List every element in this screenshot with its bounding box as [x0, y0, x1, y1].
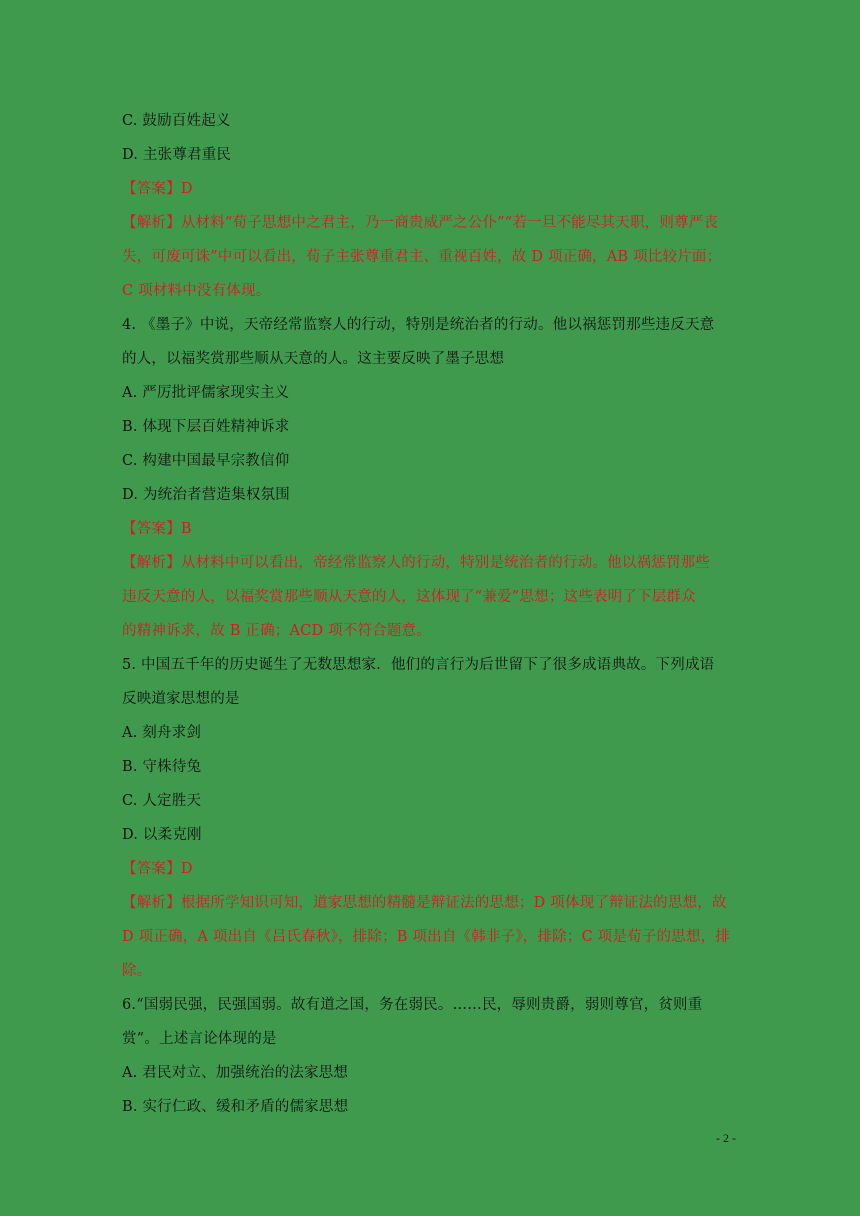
q5-option-a: A. 刻舟求剑	[122, 725, 202, 741]
analysis-text: 从材料“荀子思想中之君主，乃一商贵威严之公仆”“若一旦不能尽其天职，则尊严丧	[180, 215, 719, 231]
answer-value: D	[180, 181, 193, 197]
answer-value: B	[180, 521, 192, 537]
q5-option-b: B. 守株待兔	[122, 759, 202, 775]
q5-analysis-line-2: D 项正确，A 项出自《吕氏春秋》，排除；B 项出自《韩非子》，排除；C 项是荀子的思想，排	[122, 929, 730, 945]
q3-option-d: D. 主张尊君重民	[122, 147, 232, 163]
answer-label: 【答案】	[122, 521, 181, 537]
q4-answer	[122, 519, 742, 539]
answer-value: D	[180, 861, 193, 877]
analysis-text: 根据所学知识可知，道家思想的精髓是辩证法的思想；D 项体现了辩证法的思想，故	[180, 895, 727, 911]
q4-analysis-line-2: 违反天意的人，以福奖赏那些顺从天意的人，这体现了“兼爱”思想；这些表明了下层群众	[122, 589, 696, 605]
q6-stem-line-2: 赏”。上述言论体现的是	[122, 1031, 277, 1047]
q5-analysis-line-3: 除。	[122, 963, 152, 979]
q5-option-d: D. 以柔克刚	[122, 827, 202, 843]
q5-stem-line-1: 5. 中国五千年的历史诞生了无数思想家．他们的言行为后世留下了很多成语典故。下列成语	[122, 657, 715, 673]
q6-option-a: A. 君民对立、加强统治的法家思想	[122, 1065, 349, 1081]
q3-answer	[122, 179, 742, 199]
q6-stem-line-1: 6.“国弱民强，民强国弱。故有道之国，务在弱民。……民，辱则贵爵，弱则尊官，贫则重	[122, 997, 703, 1013]
q4-option-c: C. 构建中国最早宗教信仰	[122, 453, 290, 469]
analysis-label: 【解析】	[122, 555, 181, 571]
analysis-text: 从材料中可以看出，帝经常监察人的行动，特别是统治者的行动。他以祸惩罚那些	[180, 555, 711, 571]
q5-answer	[122, 859, 742, 879]
q3-analysis-line-2: 失，可废可诛”中可以看出，荀子主张尊重君主、重视百姓，故 D 项正确，AB 项比较片面；	[122, 249, 722, 265]
answer-label: 【答案】	[122, 861, 181, 877]
answer-label: 【答案】	[122, 181, 181, 197]
q4-stem-line-2: 的人，以福奖赏那些顺从天意的人。这主要反映了墨子思想	[122, 351, 505, 367]
q4-analysis-line-1	[122, 553, 742, 573]
q4-option-a: A. 严厉批评儒家现实主义	[122, 385, 290, 401]
q3-analysis-line-3: C 项材料中没有体现。	[122, 283, 271, 299]
q4-option-d: D. 为统治者营造集权氛围	[122, 487, 290, 503]
q4-analysis-line-3: 的精神诉求，故 B 正确；ACD 项不符合题意。	[122, 623, 431, 639]
q5-stem-line-2: 反映道家思想的是	[122, 691, 240, 707]
q6-option-b: B. 实行仁政、缓和矛盾的儒家思想	[122, 1099, 349, 1115]
analysis-label: 【解析】	[122, 895, 181, 911]
q4-option-b: B. 体现下层百姓精神诉求	[122, 419, 290, 435]
q3-analysis-line-1	[122, 213, 742, 233]
q5-analysis-line-1	[122, 893, 742, 913]
analysis-label: 【解析】	[122, 215, 181, 231]
q3-option-c: C. 鼓励百姓起义	[122, 113, 231, 129]
page-number: - 2 -	[716, 1131, 736, 1145]
q4-stem-line-1: 4. 《墨子》中说，天帝经常监察人的行动，特别是统治者的行动。他以祸惩罚那些违反天意	[122, 317, 715, 333]
q5-option-c: C. 人定胜天	[122, 793, 202, 809]
